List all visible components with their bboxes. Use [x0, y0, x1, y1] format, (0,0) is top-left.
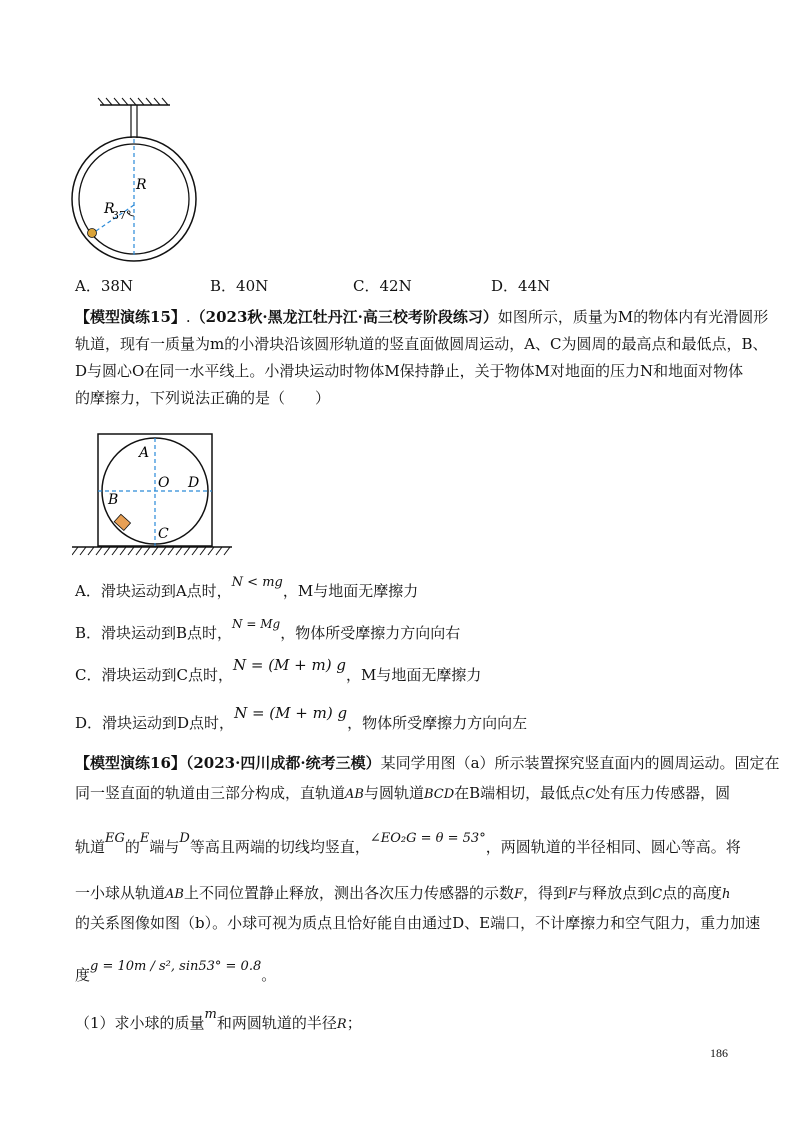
q16-l2-m3: C	[585, 787, 596, 802]
q16-l2-a: 同一竖直面的轨道由三部分构成，直轨道	[75, 784, 346, 802]
q16-sub1-a: （1）求小球的质量	[75, 1014, 205, 1032]
figure-block-track	[72, 428, 242, 560]
q16-l2-m1: AB	[345, 787, 364, 802]
q16-l3-a: 轨道	[75, 838, 106, 856]
point-d-label: D	[188, 475, 200, 491]
q16-line4	[75, 882, 730, 903]
q15-stem-l1: 如图所示，质量为M的物体内有光滑圆形	[497, 308, 769, 326]
q16-source: （2023·四川成都·统考三模）	[185, 754, 381, 772]
q16-l4-m5: h	[722, 887, 731, 902]
q16-tag: 【模型演练16】	[75, 754, 186, 772]
q15-stem-l2: 轨道，现有一质量为m的小滑块沿该圆形轨道的竖直面做圆周运动，A、C为圆周的最高点和最低点，B、	[75, 335, 768, 353]
label-angle: 37°	[112, 209, 132, 222]
prev-option-b[interactable]: B．40N	[210, 277, 269, 295]
q15-option-d-math: N = (M + m) g	[234, 704, 348, 722]
q16-sub1-b: 和两圆轨道的半径	[216, 1014, 337, 1032]
figure-hanging-ring	[60, 95, 210, 265]
q15-option-d-post: ，物体所受摩擦力方向向左	[347, 714, 528, 732]
point-b-label: B	[108, 492, 119, 508]
q16-l2-d: 处有压力传感器，圆	[595, 784, 731, 802]
q16-l2-m2: BCD	[423, 787, 455, 802]
q16-l1: 某同学用图（a）所示装置探究竖直面内的圆周运动。固定在	[380, 754, 780, 772]
q16-l6-b: 。	[261, 966, 277, 984]
prev-option-a[interactable]: A．38N	[75, 277, 134, 295]
label-r-top: R	[136, 177, 147, 193]
q15-source: （2023秋·黑龙江牡丹江·高三校考阶段练习）	[190, 308, 498, 326]
q16-l3-m1: EG	[105, 831, 125, 846]
q15-option-c-pre: C．滑块运动到C点时，	[75, 666, 233, 684]
q16-l4-d: 与释放点到	[577, 884, 653, 902]
q16-l6-m: g = 10m / s², sin53° = 0.8	[90, 959, 262, 974]
q15-dot: .	[185, 308, 191, 326]
point-c-label: C	[158, 526, 169, 542]
q16-l3-m2: E	[139, 831, 150, 846]
q16-subquestion-1	[75, 1007, 362, 1033]
q16-l3-m4: ∠EO₂G = θ = 53°	[369, 831, 486, 846]
q15-option-b[interactable]	[75, 617, 461, 643]
q16-l3-d: 等高且两端的切线均竖直，	[189, 838, 370, 856]
q15-tag: 【模型演练15】	[75, 308, 186, 326]
point-o-label: O	[158, 475, 170, 491]
q16-l4-e: 点的高度	[662, 884, 723, 902]
q16-line2	[75, 782, 730, 803]
q16-l4-m3: F	[568, 887, 578, 902]
q15-option-a-pre: A．滑块运动到A点时，	[75, 582, 232, 600]
q15-option-a[interactable]	[75, 575, 419, 601]
q15-option-c-post: ，M与地面无摩擦力	[345, 666, 482, 684]
q15-stem-l4: 的摩擦力，下列说法正确的是（ ）	[75, 389, 331, 407]
q16-l4-m4: C	[652, 887, 663, 902]
q16-l5: 的关系图像如图（b）。小球可视为质点且恰好能自由通过D、E端口，不计摩擦力和空气阻力，重力加速	[75, 914, 761, 932]
q16-sub1-m2: R	[336, 1017, 347, 1032]
q16-l3-b: 的	[124, 838, 140, 856]
q15-stem-l3: D与圆心O在同一水平线上。小滑块运动时物体M保持静止，关于物体M对地面的压力N和地面对物体	[75, 362, 744, 380]
page-number: 186	[710, 1046, 728, 1060]
q15-option-b-post: ，物体所受摩擦力方向向右	[280, 624, 461, 642]
prev-option-d[interactable]: D．44N	[491, 277, 551, 295]
q16-l3-m3: D	[179, 831, 190, 846]
q16-l4-m2: F	[513, 887, 524, 902]
q16-l2-b: 与圆轨道	[363, 784, 424, 802]
q16-line6	[75, 959, 277, 985]
prev-option-c[interactable]: C．42N	[353, 277, 412, 295]
q16-l3-c: 端与	[149, 838, 180, 856]
q16-l4-c: ，得到	[523, 884, 569, 902]
q16-l2-c: 在B端相切，最低点	[454, 784, 586, 802]
q15-option-a-post: ，M与地面无摩擦力	[282, 582, 419, 600]
q16-l4-b: 上不同位置静止释放，测出各次压力传感器的示数	[183, 884, 514, 902]
q16-line3	[75, 831, 741, 857]
q15-option-b-math: N = Mg	[232, 617, 281, 631]
q16-l4-a: 一小球从轨道	[75, 884, 166, 902]
q15-option-d[interactable]	[75, 704, 528, 733]
q15-option-b-pre: B．滑块运动到B点时，	[75, 624, 233, 642]
q15-option-c[interactable]	[75, 656, 482, 685]
q16-l3-e: ，两圆轨道的半径相同、圆心等高。将	[485, 838, 741, 856]
q15-header	[75, 306, 768, 327]
point-a-label: A	[139, 445, 150, 461]
q16-l6-a: 度	[75, 966, 91, 984]
q15-option-d-pre: D．滑块运动到D点时，	[75, 714, 235, 732]
q16-sub1-c: ；	[346, 1014, 362, 1032]
q16-header	[75, 752, 780, 773]
q15-option-a-math: N < mg	[231, 575, 283, 590]
q16-sub1-m1: m	[204, 1007, 217, 1022]
label-r-left: R	[104, 201, 115, 217]
q16-l4-m1: AB	[165, 887, 184, 902]
q15-option-c-math: N = (M + m) g	[232, 656, 346, 674]
